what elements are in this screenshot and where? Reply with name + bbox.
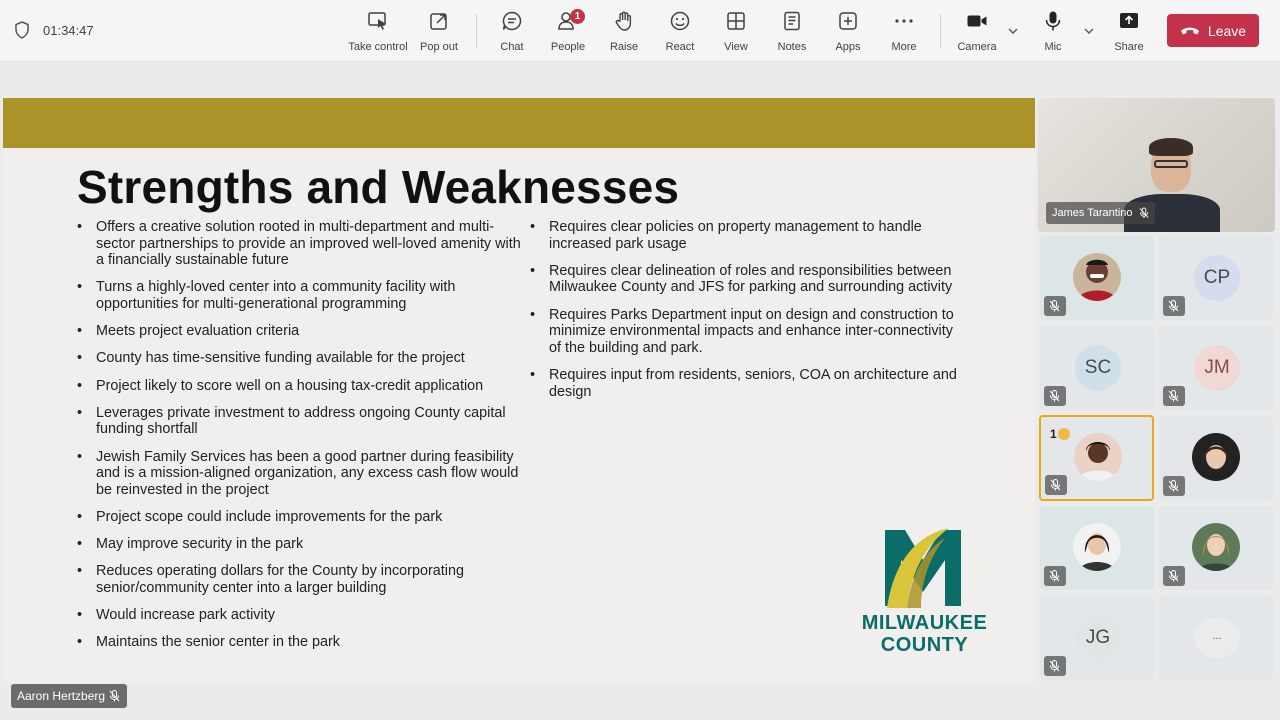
participant-tile[interactable] [1159,236,1273,320]
list-item: • Jewish Family Services has been a good partner during feasibility and is a mission-aligned organization, any excess cash flow would be reinvested in the project [77,449,527,499]
people-button[interactable] [540,8,596,56]
participant-name-tag [1046,202,1155,224]
grid-icon [725,10,747,32]
phone-hangup-icon [1180,25,1200,37]
view-label: View [724,41,748,53]
milwaukee-county-logo [847,522,1002,662]
toolbar-divider [940,14,941,48]
mic-muted-icon [1168,300,1179,312]
hand-icon [613,10,635,32]
take-control-icon [367,10,389,32]
meeting-timer: 01:34:47 [43,23,94,38]
participant-photo-avatar [1073,253,1121,301]
chat-label: Chat [500,41,524,53]
list-item: • Turns a highly-loved center into a community facility with opportunities for multi-generational programming [77,279,527,312]
raise-hand-button[interactable] [596,8,652,56]
view-button[interactable] [708,8,764,56]
apps-label: Apps [835,41,861,53]
share-label: Share [1114,41,1144,53]
notes-label: Notes [777,41,807,53]
mic-button[interactable] [1025,8,1081,56]
toolbar-divider [476,14,477,48]
mic-muted-icon [1139,207,1149,219]
share-button[interactable] [1101,8,1157,56]
apps-plus-icon [837,10,859,32]
list-item: • Maintains the senior center in the park [77,634,527,651]
list-item: • Project likely to score well on a housing tax-credit application [77,378,527,395]
shared-slide [3,98,1035,682]
share-screen-icon [1118,10,1140,32]
mute-indicator [1044,656,1066,676]
logo-line-1: MILWAUKEE [861,612,988,634]
mic-muted-icon [1168,570,1179,582]
participant-name: James Tarantino [1052,207,1133,219]
pop-out-icon [428,10,450,32]
pop-out-button[interactable] [411,8,467,56]
participant-initials-avatar: JG [1075,615,1121,661]
participant-tile[interactable] [1040,506,1154,590]
people-label: People [550,41,586,53]
chat-icon [501,10,523,32]
leave-button[interactable] [1167,14,1259,47]
raised-hand-indicator [1050,427,1070,441]
hand-icon [1058,428,1070,440]
mic-muted-icon [1049,300,1060,312]
county-m-emblem-icon [883,526,963,611]
list-item: • Offers a creative solution rooted in multi-department and multi-sector partnerships to provide an improved well-loved amenity with a financially sustainable future [77,219,527,269]
list-item: • Project scope could include improvements for the park [77,509,527,526]
mute-indicator [1044,296,1066,316]
more-button[interactable] [876,8,932,56]
video-person-hair [1149,138,1193,156]
more-participants-button[interactable]: ... [1194,618,1240,658]
participant-tile[interactable] [1040,596,1154,680]
list-item: • County has time-sensitive funding available for the project [77,350,527,367]
list-item: • Requires input from residents, seniors, COA on architecture and design [530,367,960,400]
participant-tile[interactable] [1040,236,1154,320]
more-dots-icon [893,10,915,32]
list-item: • Requires clear policies on property management to handle increased park usage [530,219,960,252]
take-control-button[interactable] [348,8,408,56]
camera-icon [966,10,988,32]
more-label: More [891,41,917,53]
participant-photo-avatar [1073,523,1121,571]
apps-button[interactable] [820,8,876,56]
take-control-label: Take control [348,41,408,53]
mute-indicator [1163,386,1185,406]
mic-muted-icon [1049,390,1060,402]
people-count-badge: 1 [570,9,585,24]
mute-indicator [1044,386,1066,406]
mic-muted-icon [1168,480,1179,492]
raise-label: Raise [609,41,639,53]
slide-header-bar [3,98,1035,148]
mic-muted-icon [1168,390,1179,402]
mic-label: Mic [1044,41,1062,53]
mic-muted-icon [109,690,120,702]
logo-wordmark [847,612,1002,656]
participant-video-main[interactable] [1038,98,1275,232]
participant-tile[interactable] [1159,416,1273,500]
list-item: • Requires Parks Department input on design and construction to minimize environmental impacts and enhance inter-connectivity of the building and park. [530,307,960,357]
participant-tile[interactable] [1040,326,1154,410]
list-item: • Leverages private investment to address ongoing County capital funding shortfall [77,405,527,438]
list-item: • Reduces operating dollars for the County by incorporating senior/community center into a larger building [77,563,527,596]
mic-options-chevron-icon[interactable] [1082,24,1096,38]
list-item: • Would increase park activity [77,607,527,624]
mute-indicator [1163,476,1185,496]
presenter-name: Aaron Hertzberg [17,689,106,703]
raised-hand-count: 1 [1050,427,1057,441]
notes-icon [781,10,803,32]
camera-button[interactable] [949,8,1005,56]
strengths-list [77,219,527,661]
camera-label: Camera [957,41,997,53]
mute-indicator [1045,475,1067,495]
list-item: • May improve security in the park [77,536,527,553]
mute-indicator [1163,566,1185,586]
participant-tile-hand-raised[interactable] [1039,415,1154,501]
mute-indicator [1163,296,1185,316]
participant-photo-avatar [1192,523,1240,571]
microphone-icon [1042,10,1064,32]
participant-tile[interactable] [1159,506,1273,590]
react-button[interactable] [652,8,708,56]
mic-muted-icon [1050,479,1061,491]
participant-initials-avatar: JM [1194,345,1240,391]
smiley-icon [669,10,691,32]
pop-out-label: Pop out [420,41,458,53]
more-participants-tile[interactable] [1159,596,1273,680]
participant-initials-avatar: CP [1194,255,1240,301]
camera-options-chevron-icon[interactable] [1006,24,1020,38]
leave-label: Leave [1207,22,1247,39]
presenter-name-tag [11,684,127,708]
video-person-glasses [1154,160,1188,168]
mic-muted-icon [1049,570,1060,582]
participant-tile[interactable] [1159,326,1273,410]
mute-indicator [1044,566,1066,586]
shield-icon [14,21,30,39]
participant-initials-avatar: SC [1075,345,1121,391]
participant-photo-avatar [1192,433,1240,481]
react-label: React [665,41,695,53]
weaknesses-list [530,219,960,411]
participant-photo-avatar [1074,433,1122,481]
slide-title: Strengths and Weaknesses [77,161,680,213]
logo-line-2: COUNTY [880,634,969,656]
chat-button[interactable] [484,8,540,56]
list-item: • Requires clear delineation of roles and responsibilities between Milwaukee County and JFS for parking and surrounding activity [530,263,960,296]
meeting-toolbar [0,0,1280,62]
list-item: • Meets project evaluation criteria [77,323,527,340]
notes-button[interactable] [764,8,820,56]
mic-muted-icon [1049,660,1060,672]
